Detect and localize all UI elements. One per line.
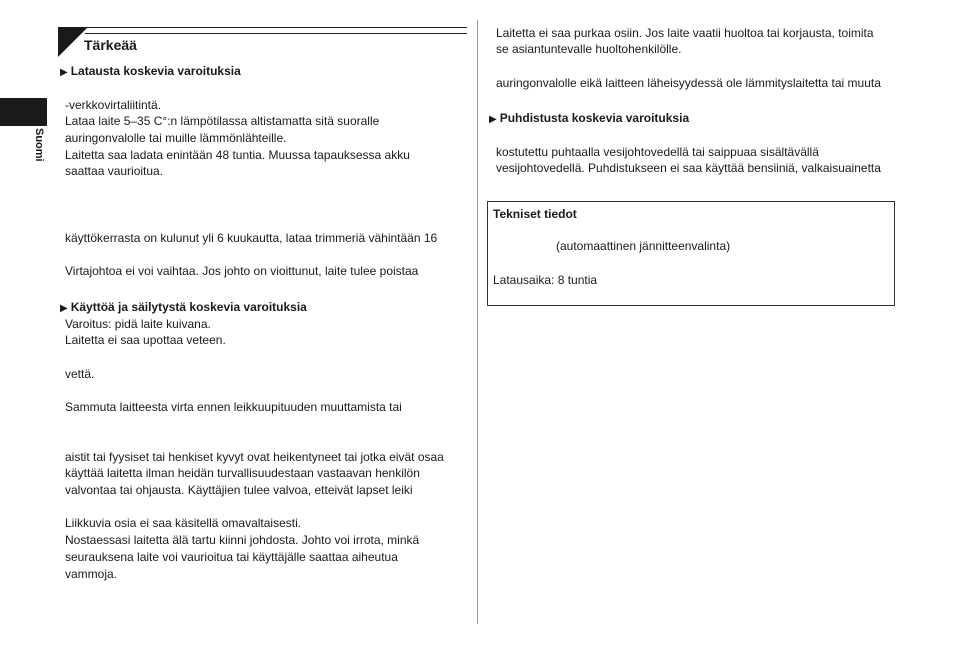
body-line: kostutettu puhtaalla vesijohtovedellä tai saippuaa sisältävällä [496, 145, 819, 159]
body-line: käyttökerrasta on kulunut yli 6 kuukautta, lataa trimmeriä vähintään 16 [65, 231, 438, 245]
header-rule [58, 27, 467, 28]
body-line: vettä. [65, 367, 95, 381]
section-heading-text: Puhdistusta koskevia varoituksia [499, 111, 690, 125]
page-title: Tärkeää [84, 37, 137, 53]
section-heading-usage [60, 299, 307, 317]
body-line: Nostaessasi laitetta älä tartu kiinni johdosta. Johto voi irrota, minkä [65, 533, 420, 547]
triangle-right-icon: ▶ [489, 114, 497, 125]
body-line: Laitetta saa ladata enintään 48 tuntia. Muussa tapauksessa akku [65, 148, 410, 162]
body-line: aistit tai fyysiset tai henkiset kyvyt ovat heikentyneet tai jotka eivät osaa [65, 450, 444, 464]
body-line: Liikkuvia osia ei saa käsitellä omavaltaisesti. [65, 516, 302, 530]
body-line: vesijohtovedellä. Puhdistukseen ei saa käyttää bensiiniä, valkaisuainetta [496, 161, 881, 175]
section-heading-cleaning [489, 110, 689, 128]
section-heading-charging [60, 63, 241, 81]
body-line: Laitetta ei saa upottaa veteen. [65, 333, 226, 347]
language-tab-text: Suomi [33, 128, 45, 162]
body-line: auringonvalolle eikä laitteen läheisyydessä ole lämmityslaitetta tai muuta [496, 76, 881, 90]
body-line: -verkkovirtaliitintä. [65, 98, 162, 112]
body-line: Varoitus: pidä laite kuivana. [65, 317, 211, 331]
language-tab-block [0, 98, 47, 126]
body-line: Virtajohtoa ei voi vaihtaa. Jos johto on vioittunut, laite tulee poistaa [65, 264, 419, 278]
body-line: Laitetta ei saa purkaa osiin. Jos laite vaatii huoltoa tai korjausta, toimita [496, 26, 874, 40]
body-line: vammoja. [65, 567, 118, 581]
section-heading-text: Latausta koskevia varoituksia [70, 64, 241, 78]
body-line: Sammuta laitteesta virta ennen leikkuupituuden muuttamista tai [65, 400, 402, 414]
section-heading-text: Käyttöä ja säilytystä koskevia varoituksia [70, 300, 307, 314]
body-line: käyttää laitetta ilman heidän turvallisuudestaan vastaavan henkilön [65, 466, 420, 480]
column-divider [477, 20, 478, 624]
body-line: saattaa vaurioitua. [65, 164, 164, 178]
triangle-right-icon: ▶ [60, 67, 68, 78]
body-line: Lataa laite 5–35 C°:n lämpötilassa altistamatta sitä suoralle [65, 114, 380, 128]
language-tab-label [33, 128, 47, 188]
body-line: se asiantuntevalle huoltohenkilölle. [496, 42, 682, 56]
specifications-title: Tekniset tiedot [493, 207, 577, 221]
specifications-voltage-note: (automaattinen jännitteenvalinta) [556, 239, 731, 253]
header-rule-inner [85, 33, 467, 34]
specifications-charge-time: Latausaika: 8 tuntia [493, 273, 598, 287]
body-line: valvontaa tai ohjausta. Käyttäjien tulee valvoa, etteivät lapset leiki [65, 483, 413, 497]
body-line: auringonvalolle tai muille lämmönlähteille. [65, 131, 287, 145]
triangle-right-icon: ▶ [60, 303, 68, 314]
body-line: seurauksena laite voi vaurioitua tai käyttäjälle saattaa aiheutua [65, 550, 398, 564]
